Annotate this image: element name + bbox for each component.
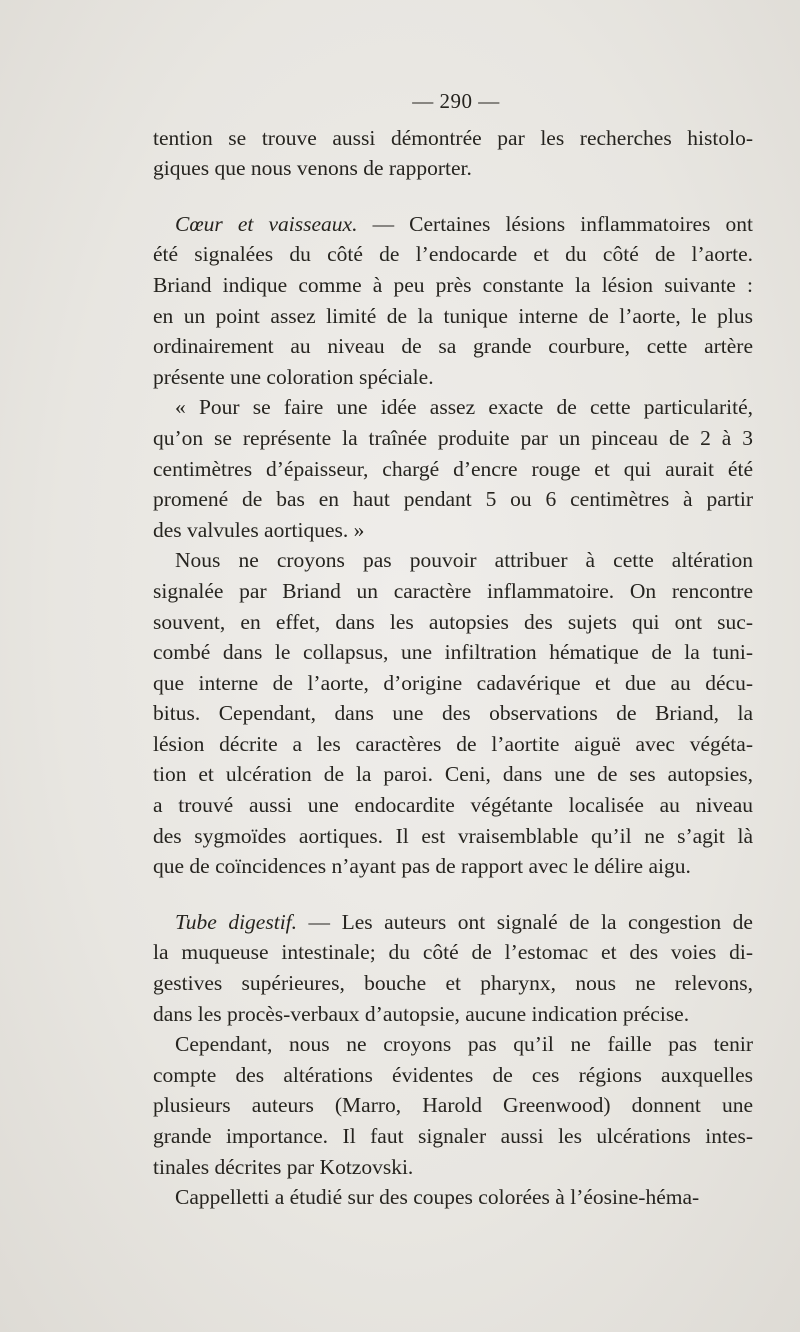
section-heading: Tube digestif. xyxy=(175,909,298,934)
text-line: tinales décrites par Kotzovski. xyxy=(153,1154,414,1179)
text-line: promené de bas en haut pendant 5 ou 6 centimètres à partir xyxy=(153,487,753,512)
text-line: présente une coloration spéciale. xyxy=(153,364,434,389)
text-line: plusieurs auteurs (Marro, Harold Greenwood) donnent une xyxy=(153,1093,753,1118)
section-heading: Cœur et vaisseaux. xyxy=(175,211,358,236)
text-line: Briand indique comme à peu près constante la lésion suivante : xyxy=(153,272,753,297)
text-line: lésion décrite a les caractères de l’aortite aiguë avec végéta- xyxy=(153,731,753,756)
text-line: « Pour se faire une idée assez exacte de cette particularité, xyxy=(175,395,753,420)
text-line: compte des altérations évidentes de ces régions auxquelles xyxy=(153,1062,753,1087)
paragraph xyxy=(153,123,753,184)
text-line: Cependant, nous ne croyons pas qu’il ne faille pas tenir xyxy=(175,1032,753,1057)
text-line: la muqueuse intestinale; du côté de l’estomac et des voies di- xyxy=(153,940,753,965)
paragraph xyxy=(153,392,753,545)
text-line: que interne de l’aorte, d’origine cadavérique et due au décu- xyxy=(153,670,753,695)
text-line: signalée par Briand un caractère inflammatoire. On rencontre xyxy=(153,578,753,603)
text-line: combé dans le collapsus, une infiltration hématique de la tuni- xyxy=(153,640,753,665)
text-line: souvent, en effet, dans les autopsies des sujets qui ont suc- xyxy=(153,609,753,634)
text-line xyxy=(153,907,753,938)
paragraph xyxy=(153,1029,753,1182)
text-line: dans les procès-verbaux d’autopsie, aucune indication précise. xyxy=(153,1001,690,1026)
text-line: centimètres d’épaisseur, chargé d’encre rouge et qui aurait été xyxy=(153,456,753,481)
text-line: giques que nous venons de rapporter. xyxy=(153,156,472,181)
text-line: gestives supérieures, bouche et pharynx, nous ne relevons, xyxy=(153,971,753,996)
text-line: Nous ne croyons pas pouvoir attribuer à cette altération xyxy=(175,548,753,573)
text-line: des sygmoïdes aortiques. Il est vraisemblable qu’il ne s’agit là xyxy=(153,823,753,848)
page-text xyxy=(153,86,753,1213)
text-span: — Certaines lésions inflammatoires ont xyxy=(357,211,753,236)
text-line xyxy=(153,209,753,240)
paragraph xyxy=(153,907,753,1029)
paragraph xyxy=(153,1182,753,1213)
text-line: qu’on se représente la traînée produite par un pinceau de 2 à 3 xyxy=(153,425,753,450)
text-line: en un point assez limité de la tunique interne de l’aorte, le plus xyxy=(153,303,753,328)
text-line: ordinairement au niveau de sa grande courbure, cette artère xyxy=(153,334,753,359)
text-span: — Les auteurs ont signalé de la congestion de xyxy=(297,909,753,934)
text-line: tion et ulcération de la paroi. Ceni, dans une de ses autopsies, xyxy=(153,762,753,787)
text-line: que de coïncidences n’ayant pas de rapport avec le délire aigu. xyxy=(153,854,691,879)
text-line: tention se trouve aussi démontrée par les recherches histolo- xyxy=(153,125,753,150)
text-line: Cappelletti a étudié sur des coupes colorées à l’éosine-héma- xyxy=(175,1185,700,1210)
text-line: grande importance. Il faut signaler aussi les ulcérations intes- xyxy=(153,1124,753,1148)
text-line: des valvules aortiques. » xyxy=(153,517,365,542)
text-line: a trouvé aussi une endocardite végétante localisée au niveau xyxy=(153,793,753,818)
paragraph xyxy=(153,209,753,393)
page-number: — 290 — xyxy=(412,89,500,113)
paragraph xyxy=(153,545,753,882)
text-line: bitus. Cependant, dans une des observations de Briand, la xyxy=(153,701,753,726)
text-line: été signalées du côté de l’endocarde et du côté de l’aorte. xyxy=(153,242,753,267)
